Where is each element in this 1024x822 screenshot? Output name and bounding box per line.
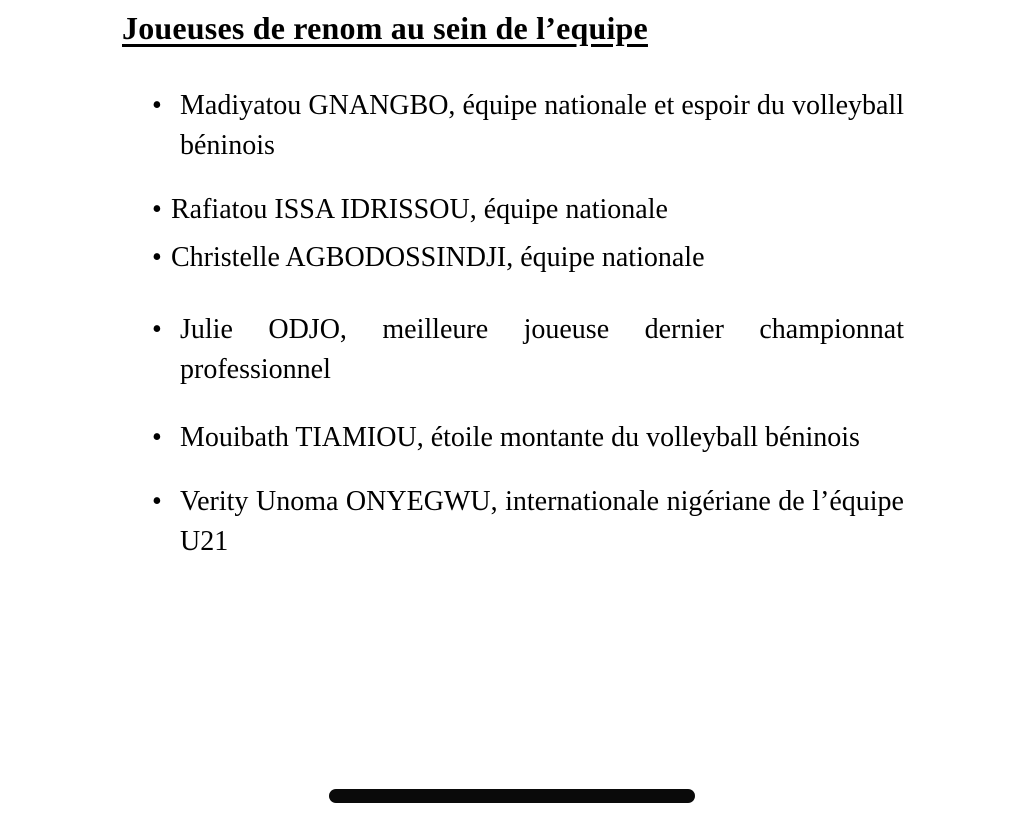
list-item-text: Christelle AGBODOSSINDJI, équipe nationale [171,242,705,273]
bullet-icon: • [152,90,162,121]
bullet-icon: • [152,314,162,345]
list-item [152,86,904,166]
list-item [152,190,904,230]
list-item-text: Rafiatou ISSA IDRISSOU, équipe nationale [171,194,668,225]
list-item-text: Mouibath TIAMIOU, étoile montante du volleyball béninois [180,422,860,453]
list-item [152,418,904,458]
list-item-text: Madiyatou GNANGBO, équipe nationale et espoir du volleyball béninois [180,90,904,161]
bullet-icon: • [152,486,162,517]
list-item [152,238,904,278]
list-item [152,310,904,390]
bullet-icon: • [152,242,162,273]
list-item [152,482,904,562]
list-item-text: Julie ODJO, meilleure joueuse dernier championnat professionnel [180,314,904,385]
list-item-text: Verity Unoma ONYEGWU, internationale nigériane de l’équipe U21 [180,486,904,557]
bullet-icon: • [152,422,162,453]
bullet-list [152,86,904,562]
home-indicator[interactable] [329,789,695,803]
page-title: Joueuses de renom au sein de l’equipe [122,10,648,46]
bullet-icon: • [152,194,162,225]
